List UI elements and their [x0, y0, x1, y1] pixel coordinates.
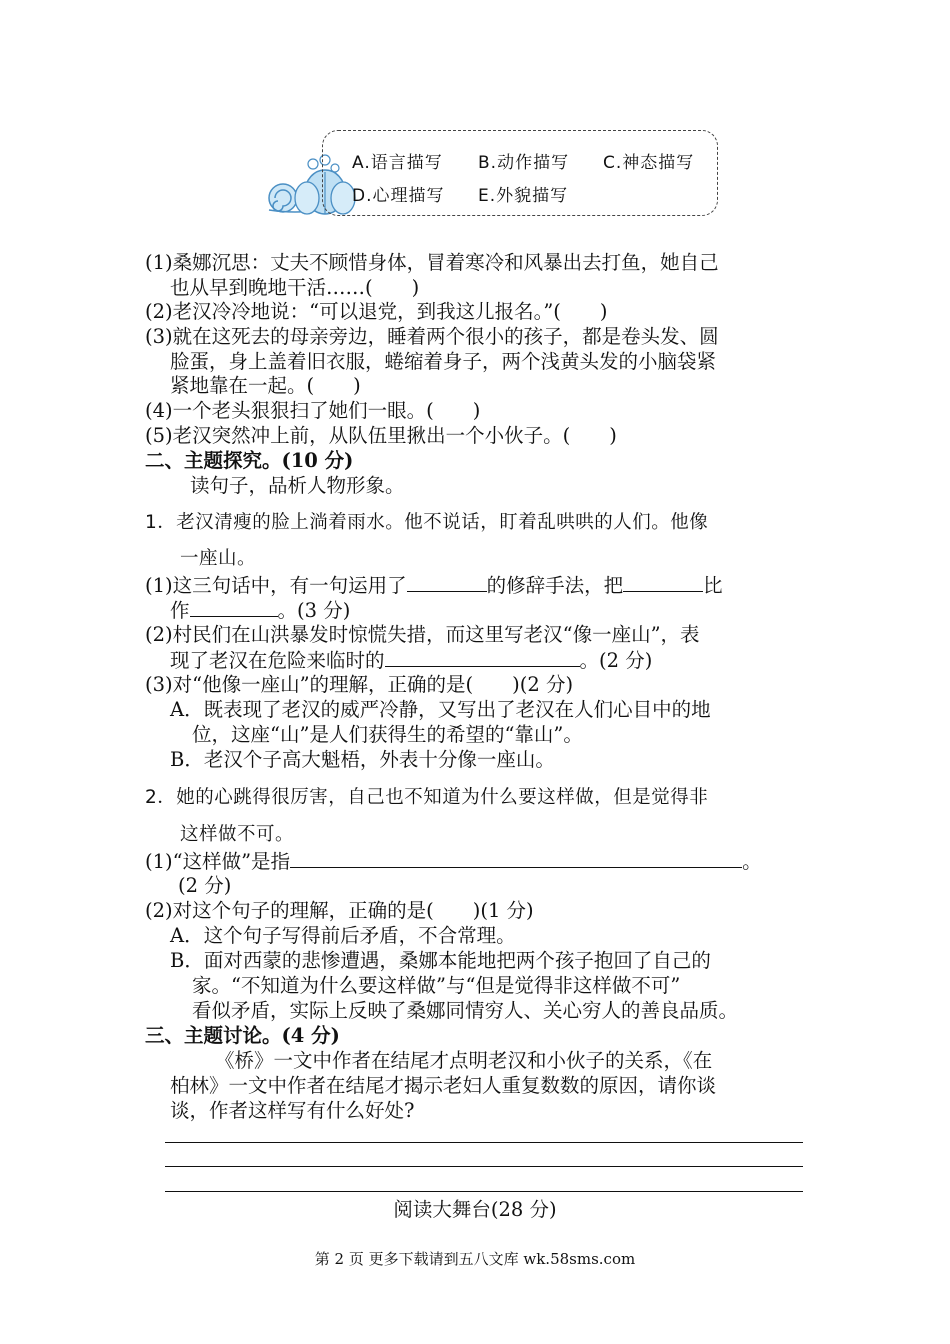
part3-para-line1: 《桥》一文中作者在结尾才点明老汉和小伙子的关系，《在: [215, 1049, 713, 1072]
s2q1-line1: (1)“这样做”是指 。: [145, 850, 762, 873]
q2-line: (2)老汉冷冷地说：“可以退党，到我这儿报名。”( ): [145, 300, 608, 323]
part3-para-line3: 谈，作者这样写有什么好处?: [170, 1099, 415, 1122]
s1q1-line2: 作 。(3 分): [170, 599, 351, 622]
s1q1-line1: (1)这三句话中，有一句运用了 的修辞手法，把 比: [145, 574, 723, 597]
q3-line2: 脸蛋，身上盖着旧衣服，蜷缩着身子，两个浅黄头发的小脑袋紧: [170, 350, 717, 373]
answer-line-3[interactable]: [165, 1191, 803, 1192]
sentence2-line1: 2．她的心跳得很厉害，自己也不知道为什么要这样做，但是觉得非: [145, 787, 709, 808]
sentence1-line1: 1．老汉清瘦的脸上淌着雨水。他不说话，盯着乱哄哄的人们。他像: [145, 512, 709, 533]
q1-line2: 也从早到晚地干活……( ): [170, 276, 420, 299]
s2q2-option-b-line3: 看似矛盾，实际上反映了桑娜同情穷人、关心穷人的善良品质。: [192, 999, 739, 1022]
s1q3-line: (3)对“他像一座山”的理解，正确的是( )(2 分): [145, 673, 574, 696]
q4-line: (4)一个老头狠狠扫了她们一眼。( ): [145, 399, 481, 422]
s2q2-option-b-line1: B．面对西蒙的悲惨遭遇，桑娜本能地把两个孩子抱回了自己的: [170, 949, 711, 972]
blank-meaning[interactable]: [290, 849, 742, 868]
s1q3-option-b: B．老汉个子高大魁梧，外表十分像一座山。: [170, 748, 555, 771]
q1-line1: (1)桑娜沉思：丈夫不顾惜身体，冒着寒冷和风暴出去打鱼，她自己: [145, 251, 719, 274]
s2q2-option-b-line2: 家。“不知道为什么要这样做”与“但是觉得非这样做不可”: [192, 974, 681, 997]
s1q3-option-a-line2: 位，这座“山”是人们获得生的希望的“靠山”。: [192, 723, 583, 746]
part2-intro: 读句子，品析人物形象。: [190, 474, 405, 497]
option-b: B.动作描写: [478, 153, 570, 173]
answer-line-1[interactable]: [165, 1142, 803, 1143]
q5-line: (5)老汉突然冲上前，从队伍里揪出一个小伙子。( ): [145, 424, 617, 447]
q3-line1: (3)就在这死去的母亲旁边，睡着两个很小的孩子，都是卷头发、圆: [145, 325, 719, 348]
s2q2-line: (2)对这个句子的理解，正确的是( )(1 分): [145, 899, 534, 922]
q3-line3: 紧地靠在一起。( ): [170, 374, 361, 397]
sentence2-line2: 这样做不可。: [180, 824, 295, 845]
s2q2-option-a: A．这个句子写得前后矛盾，不合常理。: [170, 924, 516, 947]
option-c: C.神态描写: [603, 153, 695, 173]
s2q1-score: (2 分): [178, 874, 232, 897]
s1q2-line1: (2)村民们在山洪暴发时惊慌失措，而这里写老汉“像一座山”，表: [145, 623, 700, 646]
part3-heading: 三、主题讨论。(4 分): [145, 1024, 340, 1047]
answer-line-2[interactable]: [165, 1166, 803, 1167]
blank-subject[interactable]: [623, 573, 703, 592]
option-e: E.外貌描写: [478, 186, 569, 206]
blank-object[interactable]: [190, 598, 278, 617]
part3-para-line2: 柏林》一文中作者在结尾才揭示老妇人重复数数的原因，请你谈: [170, 1074, 717, 1097]
s1q3-option-a-line1: A．既表现了老汉的威严冷静，又写出了老汉在人们心目中的地: [170, 698, 711, 721]
blank-rhetoric[interactable]: [407, 573, 487, 592]
option-a: A.语言描写: [352, 153, 443, 173]
blank-quality[interactable]: [385, 648, 580, 667]
section-title: 阅读大舞台(28 分): [393, 1198, 557, 1221]
sentence1-line2: 一座山。: [180, 548, 257, 569]
option-d: D.心理描写: [352, 186, 445, 206]
s1q2-line2: 现了老汉在危险来临时的 。(2 分): [170, 649, 653, 672]
part2-heading: 二、主题探究。(10 分): [145, 449, 354, 472]
page-footer: 第 2 页 更多下载请到五八文库 wk.58sms.com: [314, 1250, 636, 1268]
